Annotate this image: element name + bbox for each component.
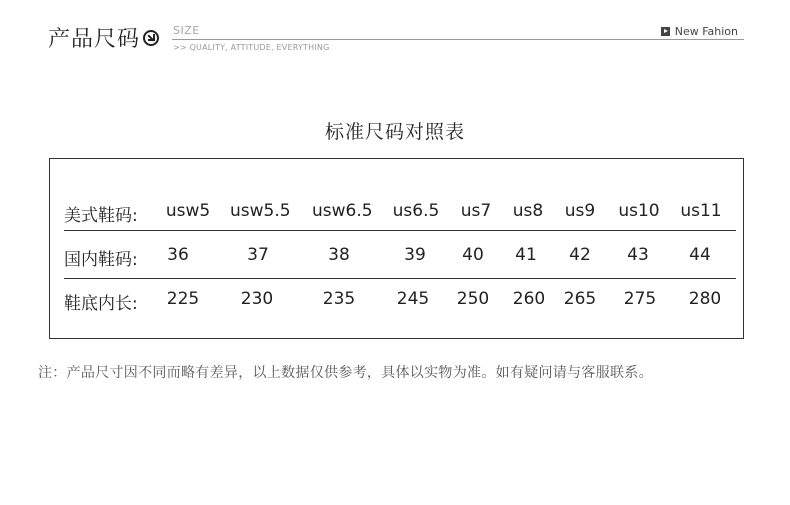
row-divider — [64, 230, 736, 231]
table-cell: 230 — [240, 289, 274, 309]
table-cell: 41 — [515, 245, 537, 265]
row-divider — [64, 278, 736, 279]
table-cell: 280 — [688, 289, 722, 309]
table-cell: usw5 — [165, 201, 211, 221]
size-note: 注：产品尺寸因不同而略有差异，以上数据仅供参考，具体以实物为准。如有疑问请与客服联系。 — [38, 365, 653, 381]
table-cell: us9 — [564, 201, 596, 221]
table-cell: us6.5 — [392, 201, 440, 221]
table-cell: 225 — [166, 289, 200, 309]
page-header — [48, 22, 159, 53]
table-row-cn-size — [64, 245, 736, 275]
tagline: >> QUALITY, ATTITUDE, EVERYTHING — [173, 43, 330, 52]
play-square-icon — [661, 27, 670, 36]
table-cell: us10 — [618, 201, 660, 221]
size-label: SIZE — [173, 24, 200, 37]
table-cell: us8 — [512, 201, 544, 221]
row-label: 美式鞋码: — [64, 206, 138, 226]
brand-label — [661, 25, 738, 38]
arrow-circle-icon — [143, 30, 159, 46]
table-cell: usw6.5 — [312, 201, 373, 221]
table-cell: 245 — [396, 289, 430, 309]
row-label: 国内鞋码: — [64, 250, 138, 270]
table-cell: 39 — [404, 245, 426, 265]
table-cell: 37 — [247, 245, 269, 265]
table-cell: 38 — [328, 245, 350, 265]
table-cell: 275 — [623, 289, 657, 309]
table-row-insole-length — [64, 289, 736, 319]
table-cell: 44 — [689, 245, 711, 265]
size-table — [49, 158, 744, 339]
table-cell: 40 — [462, 245, 484, 265]
table-cell: usw5.5 — [230, 201, 291, 221]
row-label: 鞋底内长: — [64, 294, 138, 314]
table-cell: us7 — [460, 201, 492, 221]
page-title: 产品尺码 — [48, 27, 141, 52]
table-cell: 250 — [456, 289, 490, 309]
table-cell: 42 — [569, 245, 591, 265]
table-row-us-size — [64, 201, 736, 231]
table-cell: us11 — [680, 201, 722, 221]
header-divider — [172, 39, 744, 40]
table-title: 标准尺码对照表 — [324, 121, 465, 143]
table-cell: 36 — [167, 245, 189, 265]
table-cell: 265 — [563, 289, 597, 309]
table-cell: 235 — [322, 289, 356, 309]
table-cell: 260 — [512, 289, 546, 309]
table-cell: 43 — [627, 245, 649, 265]
brand-text: New Fahion — [674, 25, 738, 38]
